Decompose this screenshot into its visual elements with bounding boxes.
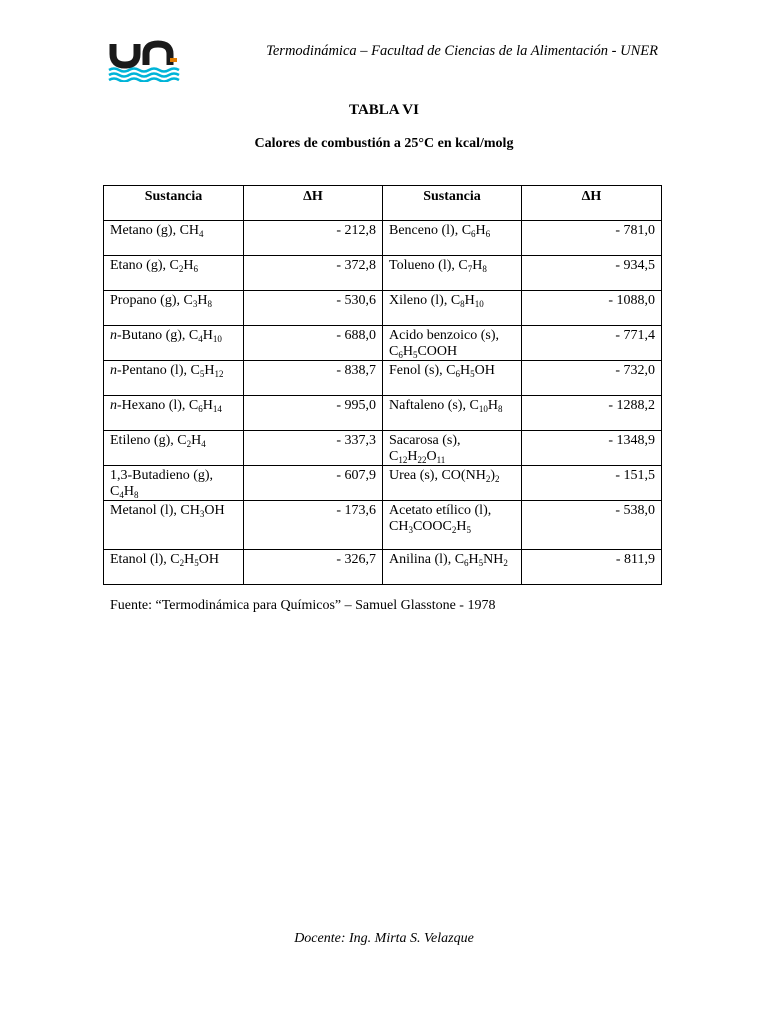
table-subtitle: Calores de combustión a 25°C en kcal/molg [254, 136, 514, 151]
delta-h-cell: - 838,7 [244, 361, 383, 396]
substance-cell: Metano (g), $CH_4$ [104, 221, 244, 256]
footer-instructor: Docente: Ing. Mirta S. Velazque [294, 931, 474, 946]
delta-h-cell: - 771,4 [522, 326, 662, 361]
delta-h-cell: - 151,5 [522, 466, 662, 501]
substance-cell: Etanol (l), $C_2H_5OH$ [104, 550, 244, 585]
table-row [104, 361, 662, 396]
delta-h-cell: - 538,0 [522, 501, 662, 550]
table-title: TABLA VI [349, 102, 419, 118]
table-row [104, 550, 662, 585]
substance-cell: Sacarosa (s), $C_{12}H_{22}O_{11}$ [383, 431, 522, 466]
substance-cell: Benceno (l), $C_6H_6$ [383, 221, 522, 256]
logo-waves [109, 69, 179, 82]
substance-cell: Acido benzoico (s), $C_6H_5COOH$ [383, 326, 522, 361]
university-logo [108, 40, 182, 82]
substance-cell: Anilina (l), $C_6H_5NH_2$ [383, 550, 522, 585]
header-delta-h-1: ΔH [244, 186, 383, 221]
substance-cell: n-Hexano (l), $C_6H_{14}$ [104, 396, 244, 431]
delta-h-cell: - 688,0 [244, 326, 383, 361]
delta-h-cell: - 1288,2 [522, 396, 662, 431]
header-substance-1: Sustancia [104, 186, 244, 221]
delta-h-cell: - 337,3 [244, 431, 383, 466]
delta-h-cell: - 1348,9 [522, 431, 662, 466]
combustion-heat-table [103, 185, 662, 585]
table-row [104, 396, 662, 431]
delta-h-cell: - 173,6 [244, 501, 383, 550]
substance-cell: Urea (s), $CO(NH_2)_2$ [383, 466, 522, 501]
table-row [104, 501, 662, 550]
substance-cell: Propano (g), $C_3H_8$ [104, 291, 244, 326]
substance-cell: Metanol (l), $CH_3OH$ [104, 501, 244, 550]
substance-cell: Tolueno (l), $C_7H_8$ [383, 256, 522, 291]
substance-cell: Etano (g), $C_2H_6$ [104, 256, 244, 291]
substance-cell: Fenol (s), $C_6H_5OH$ [383, 361, 522, 396]
logo-letters [113, 44, 177, 65]
header-title: Termodinámica – Facultad de Ciencias de la Alimentación - UNER [266, 43, 658, 59]
source-note: Fuente: “Termodinámica para Químicos” – Samuel Glasstone - 1978 [110, 598, 496, 613]
delta-h-cell: - 372,8 [244, 256, 383, 291]
substance-cell: n-Pentano (l), $C_5H_{12}$ [104, 361, 244, 396]
table-body [104, 221, 662, 585]
substance-cell: Xileno (l), $C_8H_{10}$ [383, 291, 522, 326]
substance-cell: Etileno (g), $C_2H_4$ [104, 431, 244, 466]
substance-cell: n-Butano (g), $C_4H_{10}$ [104, 326, 244, 361]
delta-h-cell: - 732,0 [522, 361, 662, 396]
substance-cell: Acetato etílico (l), $CH_3COOC_2H_5$ [383, 501, 522, 550]
header-substance-2: Sustancia [383, 186, 522, 221]
substance-cell: Naftaleno (s), $C_{10}H_8$ [383, 396, 522, 431]
delta-h-cell: - 781,0 [522, 221, 662, 256]
table-header-row [104, 186, 662, 221]
table-row [104, 431, 662, 466]
table-row [104, 291, 662, 326]
delta-h-cell: - 607,9 [244, 466, 383, 501]
delta-h-cell: - 212,8 [244, 221, 383, 256]
delta-h-cell: - 995,0 [244, 396, 383, 431]
table-row [104, 256, 662, 291]
header-delta-h-2: ΔH [522, 186, 662, 221]
table-row [104, 221, 662, 256]
delta-h-cell: - 1088,0 [522, 291, 662, 326]
table-row [104, 326, 662, 361]
delta-h-cell: - 326,7 [244, 550, 383, 585]
delta-h-cell: - 934,5 [522, 256, 662, 291]
delta-h-cell: - 530,6 [244, 291, 383, 326]
delta-h-cell: - 811,9 [522, 550, 662, 585]
substance-cell: 1,3-Butadieno (g), $C_4H_8$ [104, 466, 244, 501]
table-row [104, 466, 662, 501]
